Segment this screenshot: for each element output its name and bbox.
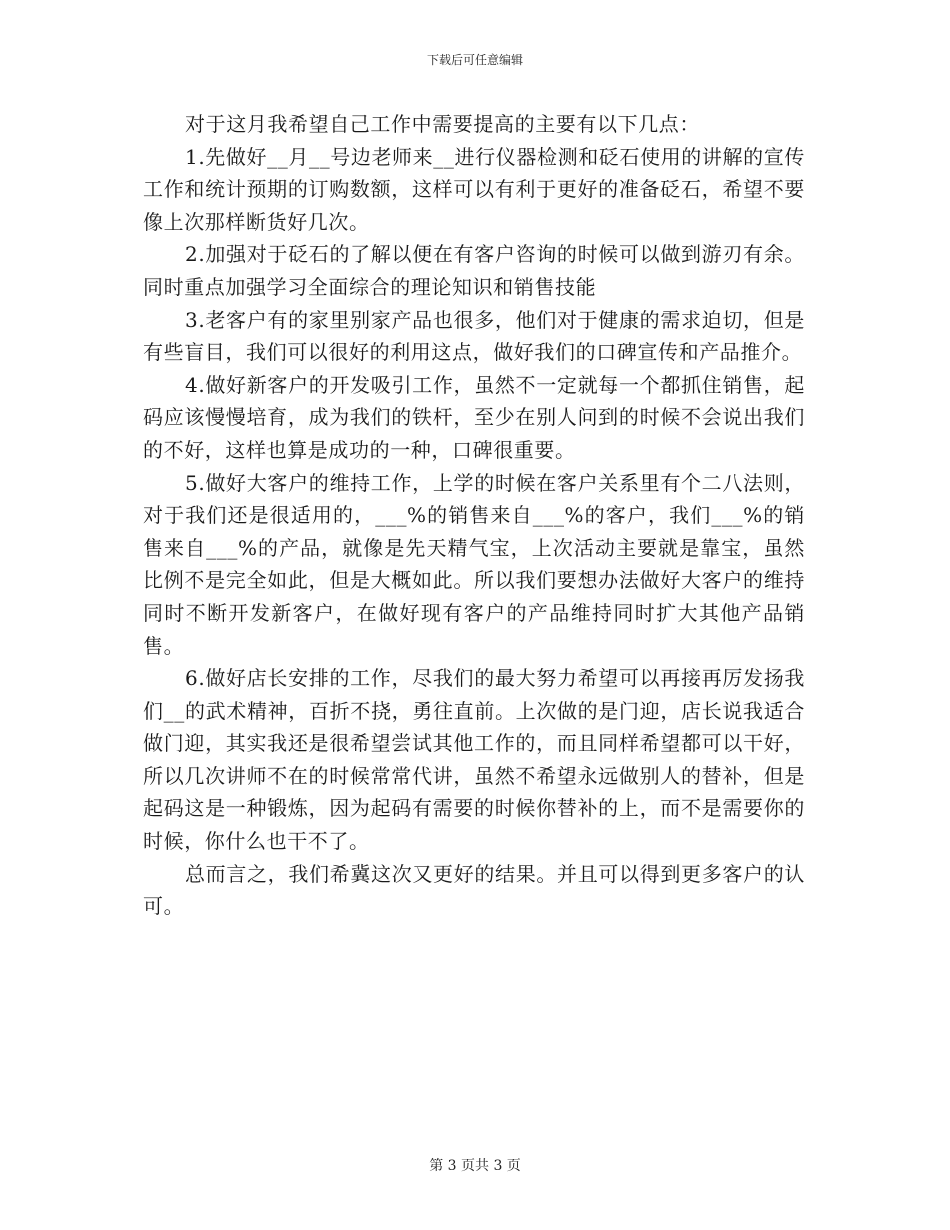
document-body [143,108,805,923]
paragraph-item-1: 1.先做好__月__号边老师来__进行仪器检测和砭石使用的讲解的宣传工作和统计预期的订购数额，这样可以有利于更好的准备砭石，希望不要像上次那样断货好几次。 [143,144,805,234]
paragraph-item-3: 3.老客户有的家里别家产品也很多，他们对于健康的需求迫切，但是有些盲目，我们可以很好的利用这点，做好我们的口碑宣传和产品推介。 [143,307,805,365]
paragraph-item-5: 5.做好大客户的维持工作，上学的时候在客户关系里有个二八法则，对于我们还是很适用的，___%的销售来自___%的客户，我们___%的销售来自___%的产品，就像是先天精气宝，上次活动主要就是靠宝，虽然比例不是完全如此，但是大概如此。所以我们要想办法做好大客户的维持同时不断开发新客户，在做好现有客户的产品维持同时扩大其他产品销售。 [143,470,805,658]
paragraph-conclusion: 总而言之，我们希冀这次又更好的结果。并且可以得到更多客户的认可。 [143,861,805,919]
paragraph-item-6: 6.做好店长安排的工作，尽我们的最大努力希望可以再接再厉发扬我们__的武术精神，百折不挠，勇往直前。上次做的是门迎，店长说我适合做门迎，其实我还是很希望尝试其他工作的，而且同样希望都可以干好，所以几次讲师不在的时候常常代讲，虽然不希望永远做别人的替补，但是起码这是一种锻炼，因为起码有需要的时候你替补的上，而不是需要你的时候，你什么也干不了。 [143,666,805,854]
page-number: 第 3 页共 3 页 [429,1158,521,1174]
page-header: 下载后可任意编辑 [426,53,523,67]
paragraph-item-4: 4.做好新客户的开发吸引工作，虽然不一定就每一个都抓住销售，起码应该慢慢培育，成为我们的铁杆，至少在别人问到的时候不会说出我们的不好，这样也算是成功的一种，口碑很重要。 [143,372,805,462]
paragraph-intro: 对于这月我希望自己工作中需要提高的主要有以下几点： [185,112,700,136]
paragraph-item-2: 2.加强对于砭石的了解以便在有客户咨询的时候可以做到游刃有余。同时重点加强学习全面综合的理论知识和销售技能 [143,242,805,299]
